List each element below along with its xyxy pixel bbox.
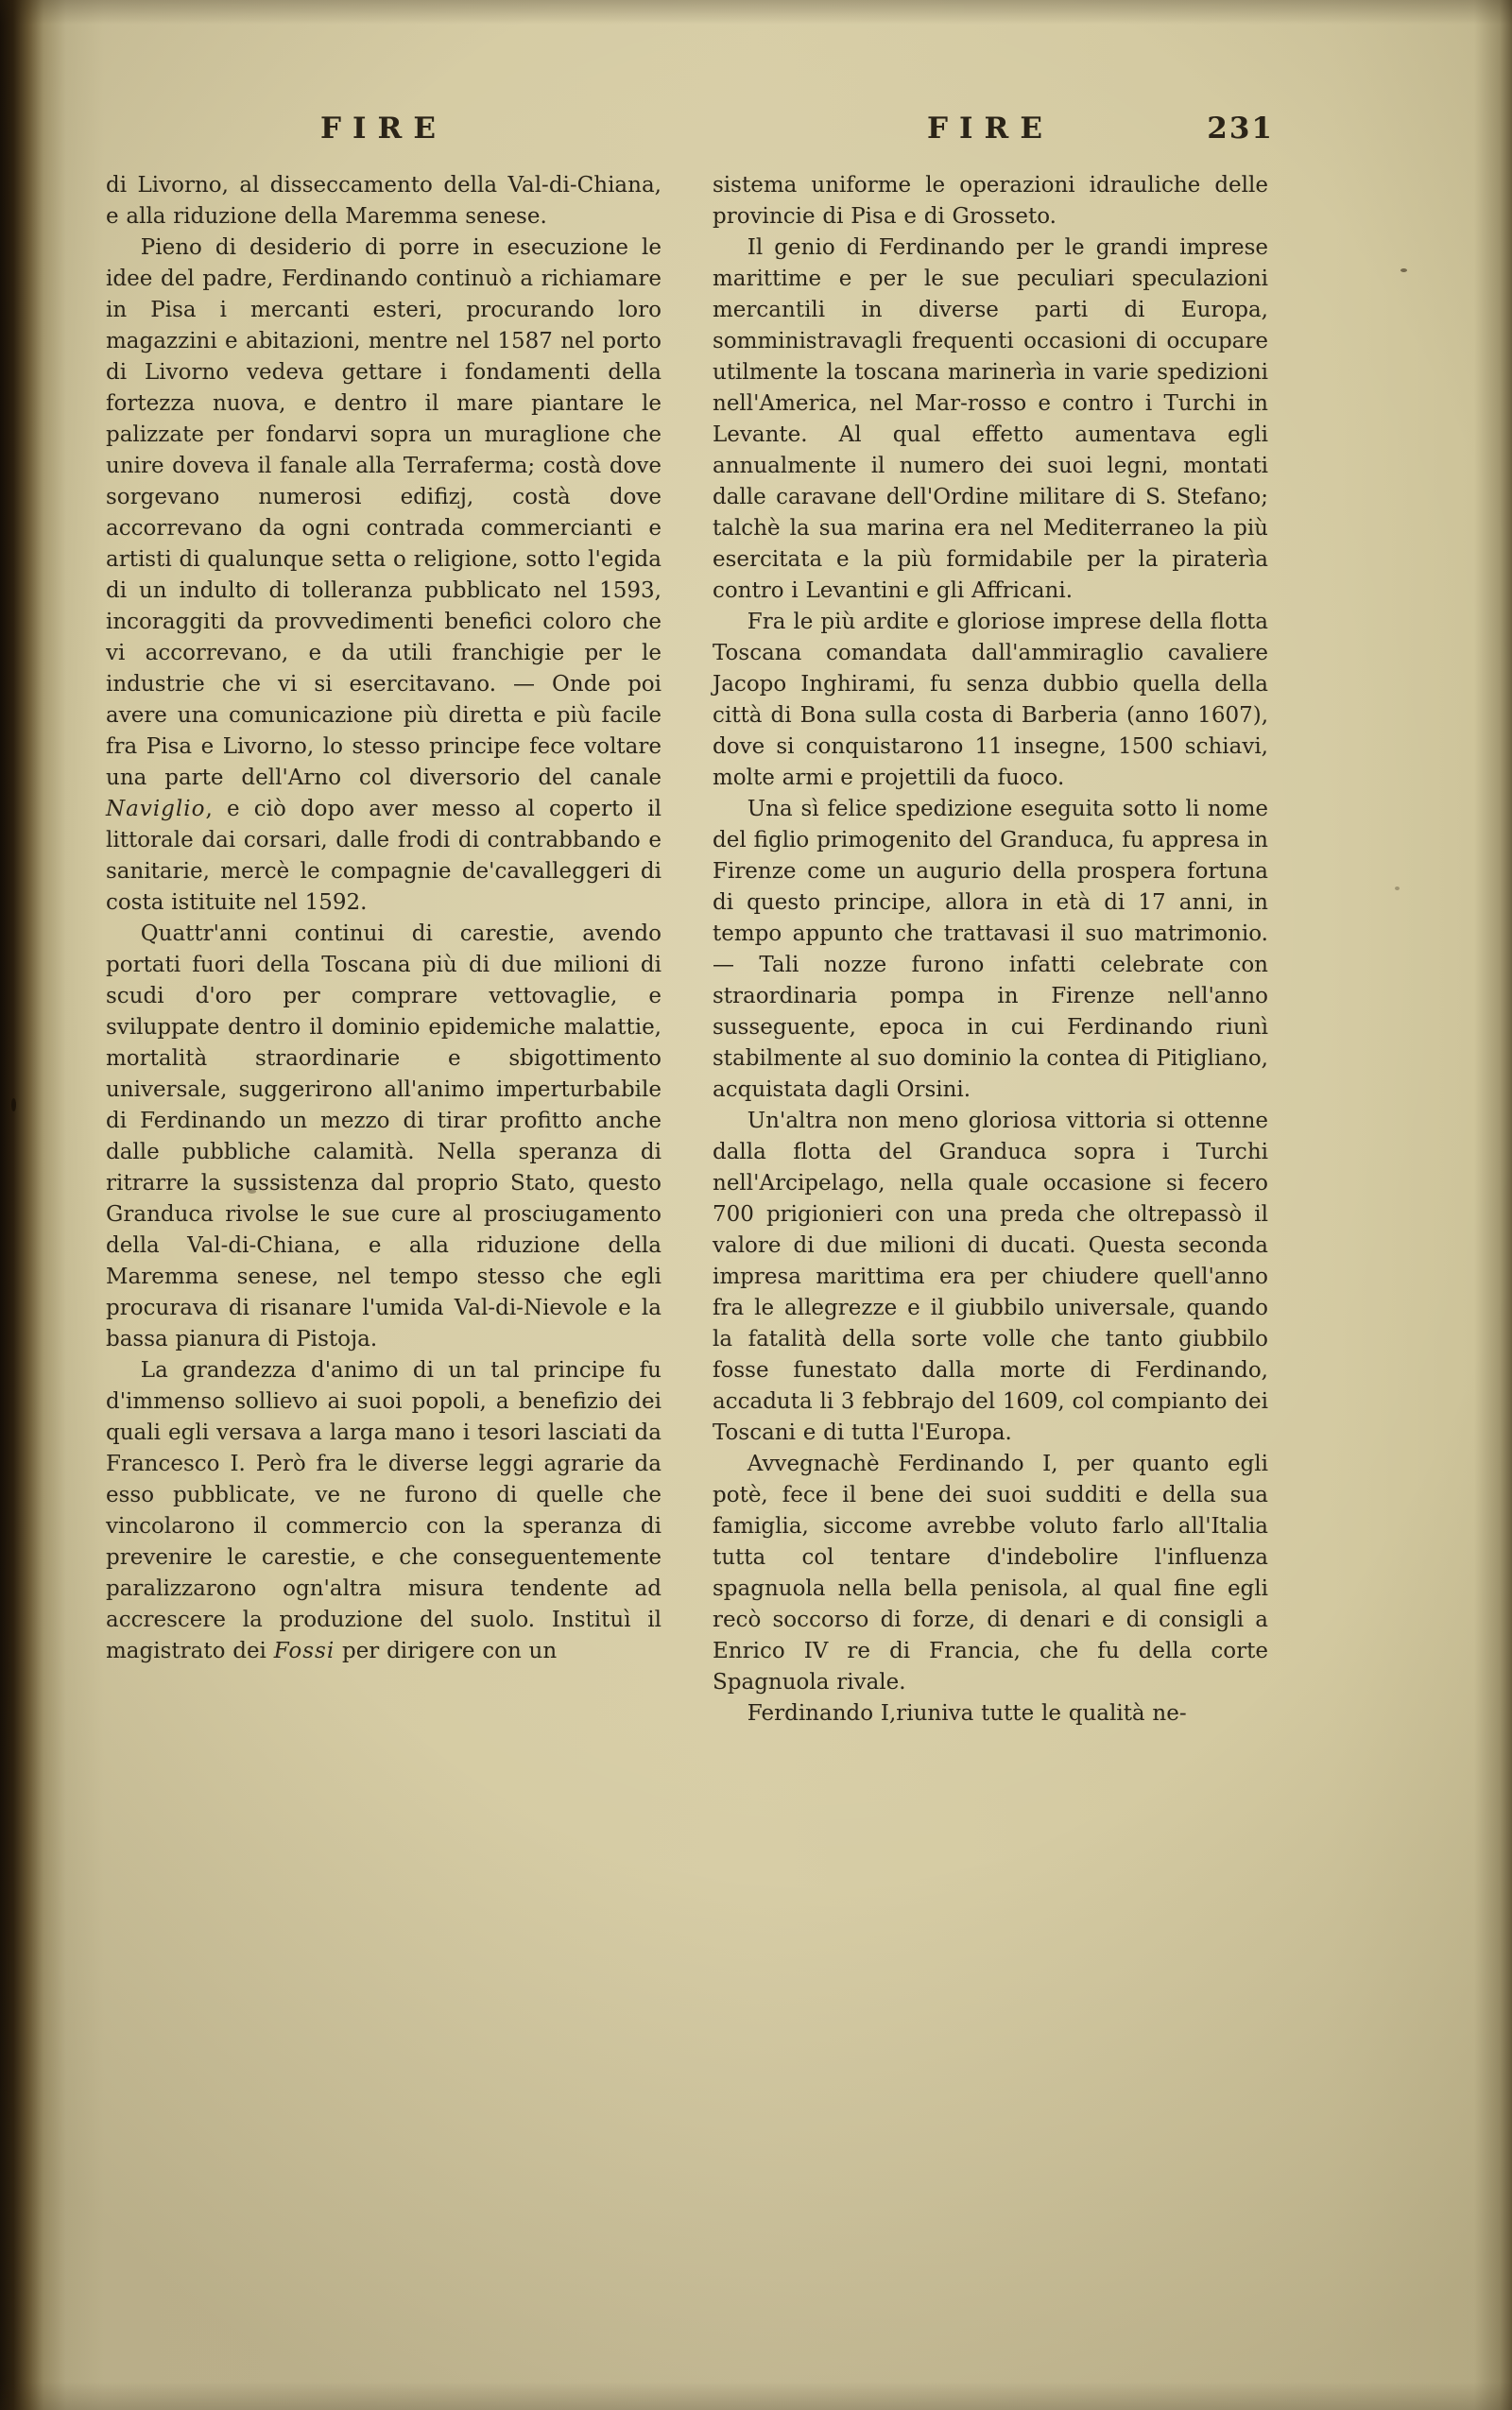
paragraph: di Livorno, al disseccamento della Val-di-Chiana, e alla riduzione della Maremma senese. <box>106 173 662 229</box>
paragraph: Pieno di desiderio di porre in esecuzione le idee del padre, Ferdinando continuò a richiamare in Pisa i mercanti esteri, procurando loro magazzini e abitazioni, mentre nel 1587 nel porto di Livorno vedeva gettare i fondamenti della fortezza nuova, e dentro il mare piantare le palizzate per fondarvi sopra un muraglione che unire doveva il fanale alla Terraferma; costà dove sorgevano numerosi edifizj, costà dove accorrevano da ogni contrada commercianti e artisti di qualunque setta o religione, sotto l'egida di un indulto di tolleranza pubblicato nel 1593, incoraggiti da provvedimenti benefici coloro che vi accorrevano, e da utili franchigie per le industrie che vi si esercitavano. — Onde poi avere una comunicazione più diretta e più facile fra Pisa e Livorno, lo stesso principe fece voltare una parte dell'Arno col diversorio del canale Naviglio, e ciò dopo aver messo al coperto il littorale dai corsari, dalle frodi di contrabbando e sanitarie, mercè le compagnie de'cavalleggeri di costa istituite nel 1592. <box>106 235 662 915</box>
paragraph: sistema uniforme le operazioni idrauliche delle provincie di Pisa e di Grosseto. <box>713 173 1268 229</box>
running-head-left <box>106 112 662 146</box>
paragraph: Il genio di Ferdinando per le grandi imprese marittime e per le sue peculiari speculazioni mercantili in diverse parti di Europa, somministravagli frequenti occasioni di occupare utilmente la toscana marinerìa in varie spedizioni nell'America, nel Mar-rosso e contro i Turchi in Levante. Al qual effetto aumentava egli annualmente il numero dei suoi legni, montati dalle caravane dell'Ordine militare di S. Stefano; talchè la sua marina era nel Mediterraneo la più esercitata e la più formidabile per la piraterìa contro i Levantini e gli Affricani. <box>713 235 1268 603</box>
column-left <box>106 170 662 1730</box>
running-title-right: FIRE <box>927 112 1054 146</box>
running-title-left: FIRE <box>320 112 447 146</box>
paragraph: Avvegnachè Ferdinando I, per quanto egli potè, fece il bene dei suoi sudditi e della sua famiglia, siccome avrebbe voluto farlo all'Italia tutta col tentare d'indebolire l'influenza spagnuola nella bella penisola, al qual fine egli recò soccorso di forze, di denari e di consigli a Enrico IV re di Francia, che fu della corte Spagnuola rivale. <box>713 1452 1268 1695</box>
paragraph: Un'altra non meno gloriosa vittoria si ottenne dalla flotta del Granduca sopra i Turchi nell'Arcipelago, nella quale occasione si fecero 700 prigionieri con una preda che oltrepassò il valore di due milioni di ducati. Questa seconda impresa marittima era per chiudere quell'anno fra le allegrezze e il giubbilo universale, quando la fatalità della sorte volle che tanto giubbilo fosse funestato dalla morte di Ferdinando, accaduta li 3 febbrajo del 1609, col compianto dei Toscani e di tutta l'Europa. <box>713 1109 1268 1445</box>
paragraph: Ferdinando I,riuniva tutte le qualità ne- <box>747 1701 1187 1726</box>
paragraph: La grandezza d'animo di un tal principe fu d'immenso sollievo ai suoi popoli, a benefizio dei quali egli versava a larga mano i tesori lasciati da Francesco I. Però fra le diverse leggi agrarie da esso pubblicate, ve ne furono di quelle che vincolarono il commercio con la speranza di prevenire le carestie, e che conseguentemente paralizzarono ogn'altra misura tendente ad accrescere la produzione del suolo. Instituì il magistrato dei Fossi per dirigere con un <box>106 1358 662 1663</box>
column-right <box>713 170 1268 1730</box>
running-head-right <box>713 112 1274 146</box>
paragraph: Fra le più ardite e gloriose imprese della flotta Toscana comandata dall'ammiraglio cavaliere Jacopo Inghirami, fu senza dubbio quella della città di Bona sulla costa di Barberia (anno 1607), dove si conquistarono 11 insegne, 1500 schiavi, molte armi e projettili da fuoco. <box>713 610 1268 790</box>
paragraph: Una sì felice spedizione eseguita sotto li nome del figlio primogenito del Granduca, fu appresa in Firenze come un augurio della prospera fortuna di questo principe, allora in età di 17 anni, in tempo appunto che trattavasi il suo matrimonio. — Tali nozze furono infatti celebrate con straordinaria pompa in Firenze nell'anno susseguente, epoca in cui Ferdinando riunì stabilmente al suo dominio la contea di Pitigliano, acquistata dagli Orsini. <box>713 797 1268 1102</box>
page-number: 231 <box>1207 112 1274 146</box>
running-head <box>106 112 1274 146</box>
text-columns <box>106 170 1271 1730</box>
paragraph: Quattr'anni continui di carestie, avendo portati fuori della Toscana più di due milioni di scudi d'oro per comprare vettovaglie, e sviluppate dentro il dominio epidemiche malattie, mortalità straordinarie e sbigottimento universale, suggerirono all'animo imperturbabile di Ferdinando un mezzo di tirar profitto anche dalle pubbliche calamità. Nella speranza di ritrarre la sussistenza dal proprio Stato, questo Granduca rivolse le sue cure al prosciugamento della Val-di-Chiana, e alla riduzione della Maremma senese, nel tempo stesso che egli procurava di risanare l'umida Val-di-Nievole e la bassa pianura di Pistoja. <box>106 921 662 1351</box>
